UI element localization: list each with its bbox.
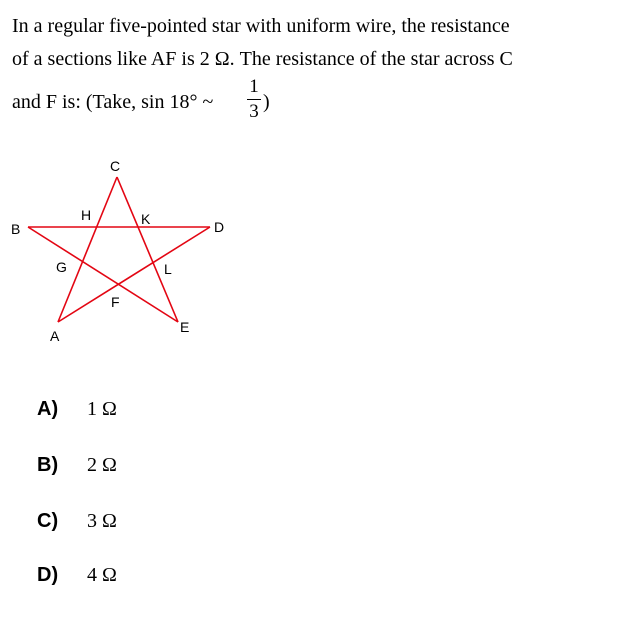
fraction-denominator: 3 xyxy=(249,101,259,122)
option-b-value: 2 Ω xyxy=(87,454,117,476)
question-line-3-suffix: ) xyxy=(263,91,270,113)
option-a-letter: A) xyxy=(37,398,59,420)
option-a[interactable] xyxy=(37,398,117,428)
question-line-2: of a sections like AF is 2 Ω. The resistance of the star across C xyxy=(12,48,513,70)
node-label-h: H xyxy=(81,207,92,223)
star-diagram xyxy=(0,150,260,350)
node-label-k: K xyxy=(141,211,151,227)
star-edge-DA xyxy=(58,227,210,322)
question-text xyxy=(12,10,612,76)
vertex-label-a: A xyxy=(50,328,60,344)
option-d-letter: D) xyxy=(37,564,59,586)
vertex-label-d: D xyxy=(214,219,225,235)
fraction-bar xyxy=(247,99,261,100)
node-label-l: L xyxy=(164,261,172,277)
vertex-label-b: B xyxy=(11,221,21,237)
vertex-label-c: C xyxy=(110,158,121,174)
star-edge-AC xyxy=(58,177,117,322)
option-c-value: 3 Ω xyxy=(87,510,117,532)
vertex-label-e: E xyxy=(180,319,190,335)
star-edge-BE xyxy=(28,227,178,322)
fraction-one-third xyxy=(245,76,263,123)
option-c[interactable] xyxy=(37,510,117,540)
option-d[interactable] xyxy=(37,564,117,594)
option-b-letter: B) xyxy=(37,454,59,476)
option-a-value: 1 Ω xyxy=(87,398,117,420)
option-b[interactable] xyxy=(37,454,117,484)
question-line-3-prefix: and F is: (Take, sin 18° ~ xyxy=(12,91,214,113)
question-line-1: In a regular five-pointed star with uniform wire, the resistance xyxy=(12,15,510,37)
fraction-numerator: 1 xyxy=(249,76,259,97)
option-c-letter: C) xyxy=(37,510,59,532)
node-label-g: G xyxy=(56,259,67,275)
star-edge-CE xyxy=(117,177,178,322)
node-label-f: F xyxy=(111,294,120,310)
option-d-value: 4 Ω xyxy=(87,564,117,586)
